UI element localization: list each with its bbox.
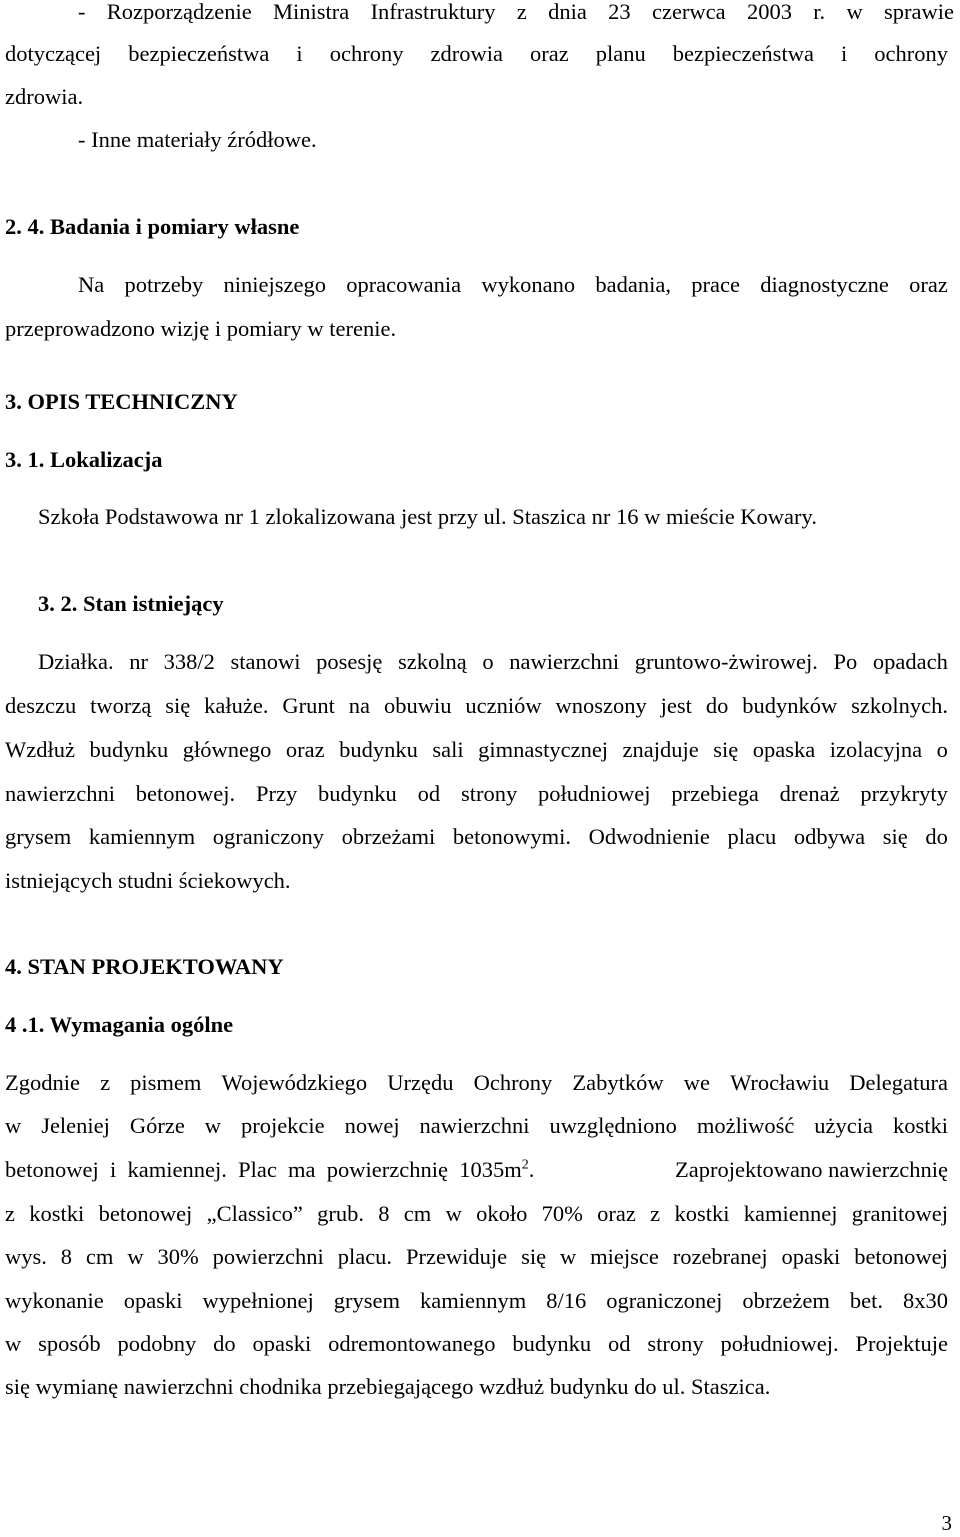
section-4-1-line-5: wys. 8 cm w 30% powierzchni placu. Przewiduje się w miejsce rozebranej opaski betonowej: [5, 1244, 948, 1269]
section-4-heading: 4. STAN PROJEKTOWANY: [5, 954, 284, 979]
section-3-2-line-4: nawierzchni betonowej. Przy budynku od strony południowej przebiega drenaż przykryty: [5, 781, 948, 806]
section-2-4-line-2: przeprowadzono wizję i pomiary w terenie.: [5, 316, 397, 341]
reference-line-3: zdrowia.: [5, 84, 84, 109]
section-3-2-line-2: deszczu tworzą się kałuże. Grunt na obuwiu uczniów wnoszony jest do budynków szkolnych.: [5, 693, 948, 718]
section-3-1-heading: 3. 1. Lokalizacja: [5, 447, 163, 472]
area-text: betonowej i kamiennej. Plac ma powierzchnię 1035m: [5, 1157, 522, 1182]
section-3-2-line-5: grysem kamiennym ograniczony obrzeżami betonowymi. Odwodnienie placu odbywa się do: [5, 824, 948, 849]
section-4-1-line-1: Zgodnie z pismem Wojewódzkiego Urzędu Ochrony Zabytków we Wrocławiu Delegatura: [5, 1070, 948, 1095]
section-3-1-text: Szkoła Podstawowa nr 1 zlokalizowana jest przy ul. Staszica nr 16 w mieście Kowary.: [38, 504, 817, 529]
reference-line-4: - Inne materiały źródłowe.: [78, 127, 317, 152]
section-3-heading: 3. OPIS TECHNICZNY: [5, 389, 238, 414]
section-4-1-heading: 4 .1. Wymagania ogólne: [5, 1012, 234, 1037]
section-2-4-heading: 2. 4. Badania i pomiary własne: [5, 214, 300, 239]
section-4-1-line-3: [5, 1156, 948, 1184]
section-3-2-line-3: Wzdłuż budynku głównego oraz budynku sali gimnastycznej znajduje się opaska izolacyjna o: [5, 737, 948, 762]
reference-line-1: - Rozporządzenie Ministra Infrastruktury z dnia 23 czerwca 2003 r. w sprawie: [78, 0, 954, 24]
section-3-2-line-6: istniejących studni ściekowych.: [5, 868, 291, 893]
page-number: 3: [941, 1511, 952, 1535]
section-3-2-heading: 3. 2. Stan istniejący: [38, 591, 224, 616]
section-2-4-line-1: Na potrzeby niniejszego opracowania wykonano badania, prace diagnostyczne oraz: [78, 272, 948, 297]
area-period: .: [528, 1157, 535, 1182]
section-4-1-line-2: w Jeleniej Górze w projekcie nowej nawierzchni uwzględniono możliwość użycia kostki: [5, 1113, 948, 1138]
section-4-1-line-8: się wymianę nawierzchni chodnika przebiegającego wzdłuż budynku do ul. Staszica.: [5, 1374, 771, 1399]
section-4-1-line-6: wykonanie opaski wypełnionej grysem kamiennym 8/16 ograniczonej obrzeżem bet. 8x30: [5, 1288, 948, 1313]
section-4-1-line-7: w sposób podobny do opaski odremontowanego budynku od strony południowej. Projektuje: [5, 1331, 948, 1356]
area-superscript: 2: [521, 1157, 529, 1173]
section-4-1-line-4: z kostki betonowej „Classico” grub. 8 cm w około 70% oraz z kostki kamiennej granitowej: [5, 1201, 948, 1226]
section-3-2-line-1: Działka. nr 338/2 stanowi posesję szkolną o nawierzchni gruntowo-żwirowej. Po opadach: [38, 649, 948, 674]
area-tail: Zaprojektowano nawierzchnię: [675, 1157, 948, 1182]
reference-line-2: dotyczącej bezpieczeństwa i ochrony zdrowia oraz planu bezpieczeństwa i ochrony: [5, 41, 948, 66]
